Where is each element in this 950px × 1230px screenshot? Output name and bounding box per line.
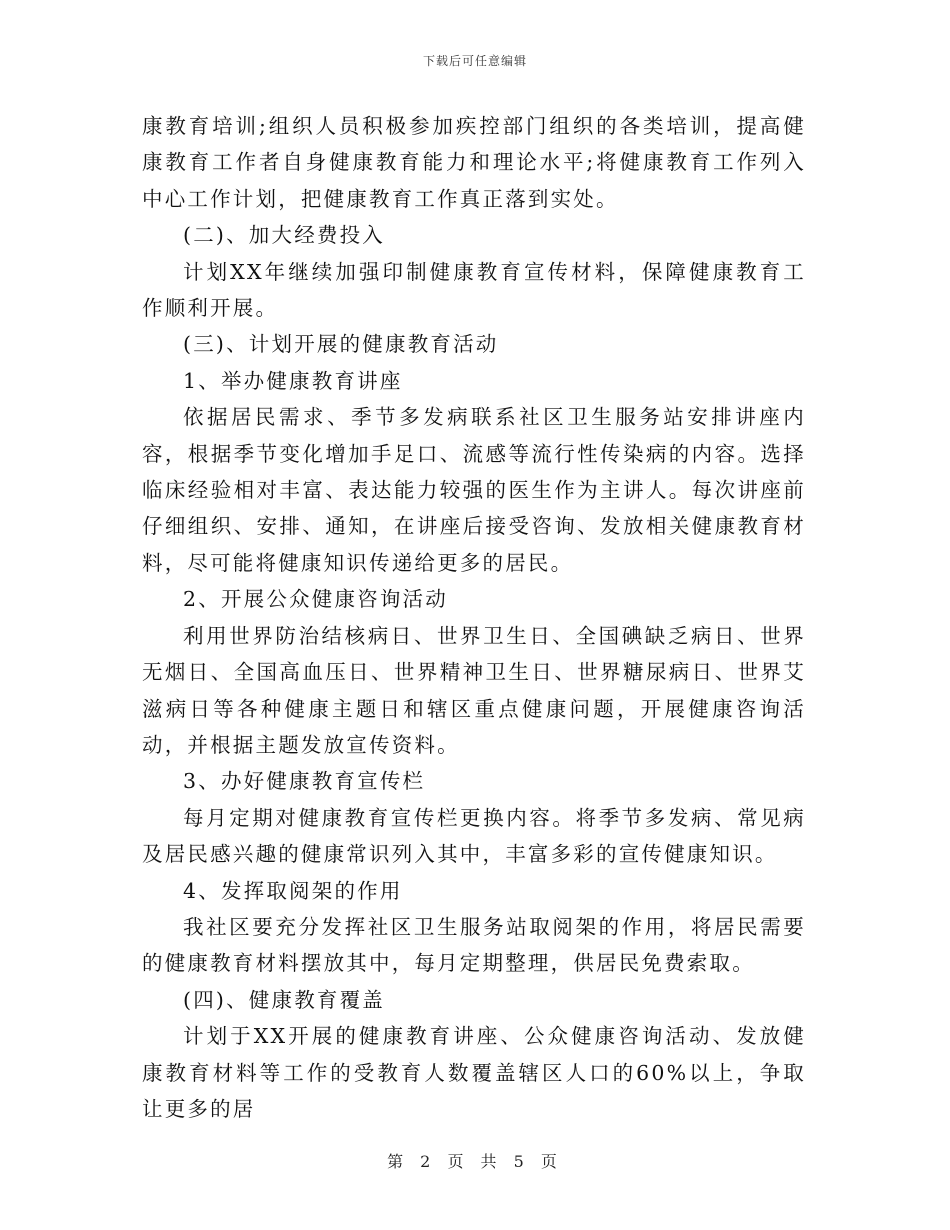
paragraph-consultation: 利用世界防治结核病日、世界卫生日、全国碘缺乏病日、世界无烟日、全国高血压日、世界精神卫生日、世界糖尿病日、世界艾滋病日等各种健康主题日和辖区重点健康问题，开展健康咨询活动，并根据主题发放宣传资料。 xyxy=(142,623,806,757)
heading-reading-rack: 4、发挥取阅架的作用 xyxy=(183,878,403,903)
heading-funding: (二)、加大经费投入 xyxy=(183,223,385,248)
heading-coverage: (四)、健康教育覆盖 xyxy=(183,987,385,1012)
heading-bulletin-board: 3、办好健康教育宣传栏 xyxy=(183,769,426,794)
document-body xyxy=(142,108,806,1127)
heading-activities: (三)、计划开展的健康教育活动 xyxy=(183,332,499,357)
paragraph-coverage: 计划于XX开展的健康教育讲座、公众健康咨询活动、发放健康教育材料等工作的受教育人数覆盖辖区人口的60%以上，争取让更多的居 xyxy=(142,1024,806,1121)
paragraph-funding: 计划XX年继续加强印制健康教育宣传材料，保障健康教育工作顺利开展。 xyxy=(142,259,806,321)
page-header-note: 下载后可任意编辑 xyxy=(422,54,527,68)
heading-consultation: 2、开展公众健康咨询活动 xyxy=(183,587,448,612)
paragraph-training: 康教育培训;组织人员积极参加疾控部门组织的各类培训，提高健康教育工作者自身健康教育能力和理论水平;将健康教育工作列入中心工作计划，把健康教育工作真正落到实处。 xyxy=(142,114,806,211)
paragraph-lectures: 依据居民需求、季节多发病联系社区卫生服务站安排讲座内容，根据季节变化增加手足口、流感等流行性传染病的内容。选择临床经验相对丰富、表达能力较强的医生作为主讲人。每次讲座前仔细组织、安排、通知，在讲座后接受咨询、发放相关健康教育材料，尽可能将健康知识传递给更多的居民。 xyxy=(142,405,806,575)
paragraph-bulletin-board: 每月定期对健康教育宣传栏更换内容。将季节多发病、常见病及居民感兴趣的健康常识列入其中，丰富多彩的宣传健康知识。 xyxy=(142,805,806,867)
heading-lectures: 1、举办健康教育讲座 xyxy=(183,368,403,393)
paragraph-reading-rack: 我社区要充分发挥社区卫生服务站取阅架的作用，将居民需要的健康教育材料摆放其中，每月定期整理，供居民免费索取。 xyxy=(142,914,806,976)
page-number-footer: 第 2 页 共 5 页 xyxy=(387,1152,563,1171)
